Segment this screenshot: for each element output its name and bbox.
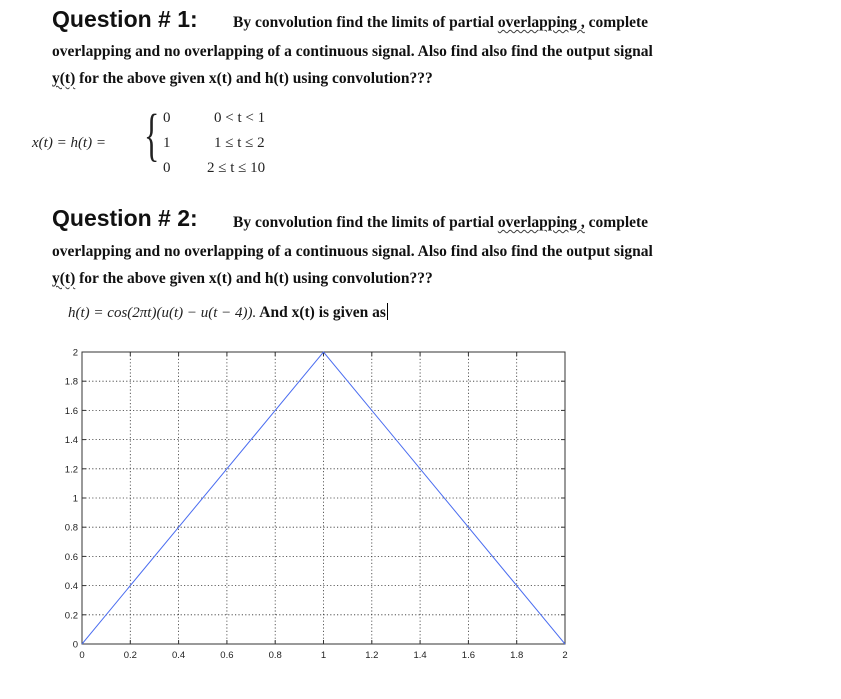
y-tick-label: 1.8 (64, 376, 78, 388)
y-tick-label: 0.8 (64, 522, 78, 534)
q2-text-a: By convolution find the limits of partial (233, 214, 498, 231)
case-2-value: 1 (163, 135, 171, 151)
equation-2-math: h(t) = cos(2πt)(u(t) − u(t − 4)). (68, 305, 257, 321)
y-tick-label: 1.2 (64, 464, 78, 476)
y-tick-label: 1.6 (64, 405, 78, 417)
question-2-heading: Question # 2: (52, 205, 198, 231)
y-tick-label: 0.4 (64, 581, 78, 593)
y-tick-label: 0.6 (64, 551, 78, 563)
case-1-condition: 0 < t < 1 (214, 110, 266, 126)
question-1-line-2: overlapping and no overlapping of a continuous signal. Also find also find the output signal (52, 43, 653, 60)
q1-wavy-overlapping: overlapping , (497, 14, 585, 31)
x-tick-label: 1.4 (413, 650, 427, 661)
x-tick-label: 0.4 (171, 650, 186, 661)
equation-1-brace: { (144, 102, 160, 167)
y-tick-label: 1.4 (64, 435, 78, 447)
question-2-line-2: overlapping and no overlapping of a continuous signal. Also find also find the output signal (52, 243, 653, 260)
x-tick-label: 0.2 (123, 650, 137, 661)
x-tick-label: 1.8 (510, 650, 524, 661)
case-3-condition: 2 ≤ t ≤ 10 (207, 160, 266, 176)
x-tick-label: 0.8 (268, 650, 282, 661)
case-2-condition: 1 ≤ t ≤ 2 (214, 135, 265, 151)
q1-text-a: By convolution find the limits of partial (233, 14, 498, 31)
x-tick-label: 1 (320, 650, 327, 661)
q2-wavy-overlapping: overlapping , (497, 214, 585, 231)
q2-wavy-yt: y(t) (52, 270, 76, 287)
q1-line3-rest: for the above given x(t) and h(t) using convolution??? (75, 70, 433, 87)
x-tick-label: 2 (562, 650, 568, 661)
q2-line3-rest: for the above given x(t) and h(t) using convolution??? (75, 270, 433, 287)
case-3-value: 0 (163, 160, 171, 176)
q2-text-b: complete (584, 214, 649, 231)
x-tick-label: 1.2 (365, 650, 379, 661)
x-tick-label: 0.6 (220, 650, 234, 661)
y-tick-label: 0.2 (64, 610, 78, 622)
y-tick-label: 1 (72, 493, 78, 505)
x-tick-label: 1.6 (461, 650, 476, 661)
x-tick-label: 0 (79, 650, 85, 661)
y-tick-label: 2 (72, 347, 78, 359)
case-1-value: 0 (163, 110, 171, 126)
equation-2-text: And x(t) is given as (256, 304, 386, 321)
q1-wavy-yt: y(t) (52, 70, 76, 87)
q1-text-b: complete (584, 14, 649, 31)
y-tick-label: 0 (72, 639, 78, 651)
equation-1-lhs: x(t) = h(t) = (32, 135, 106, 151)
question-1-heading: Question # 1: (52, 6, 198, 32)
